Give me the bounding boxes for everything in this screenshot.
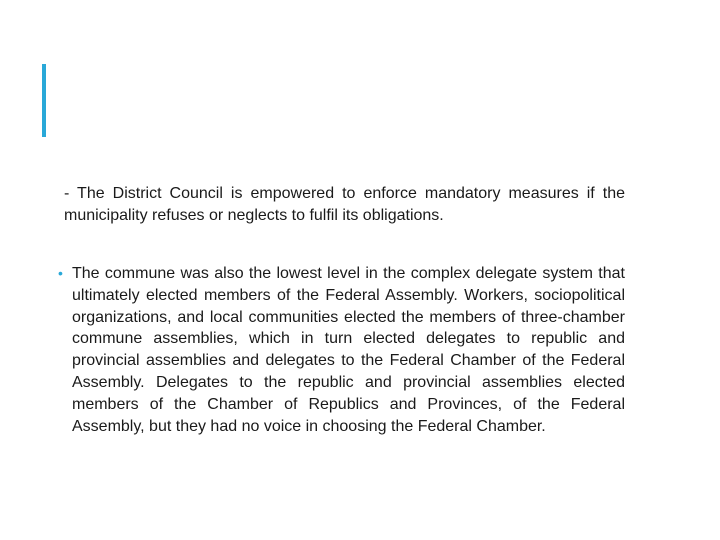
commune-bullet-text: The commune was also the lowest level in the complex delegate system that ultimately elected members of the Federal Assembly. Workers, sociopolitical organizations, and local communities elected the members of three-chamber commune assemblies, which in turn elected delegates to republic and provincial assemblies and delegates to the Federal Chamber of the Federal Assembly. Delegates to the republic and provincial assemblies elected members of the Chamber of Republics and Provinces, of the Federal Assembly, but they had no voice in choosing the Federal Chamber. — [72, 265, 625, 435]
accent-bar — [42, 64, 46, 137]
commune-bullet-item — [58, 263, 625, 437]
district-council-paragraph: - The District Council is empowered to enforce mandatory measures if the municipality refuses or neglects to fulfil its obligations. — [64, 185, 625, 224]
bullet-icon: • — [58, 265, 63, 281]
